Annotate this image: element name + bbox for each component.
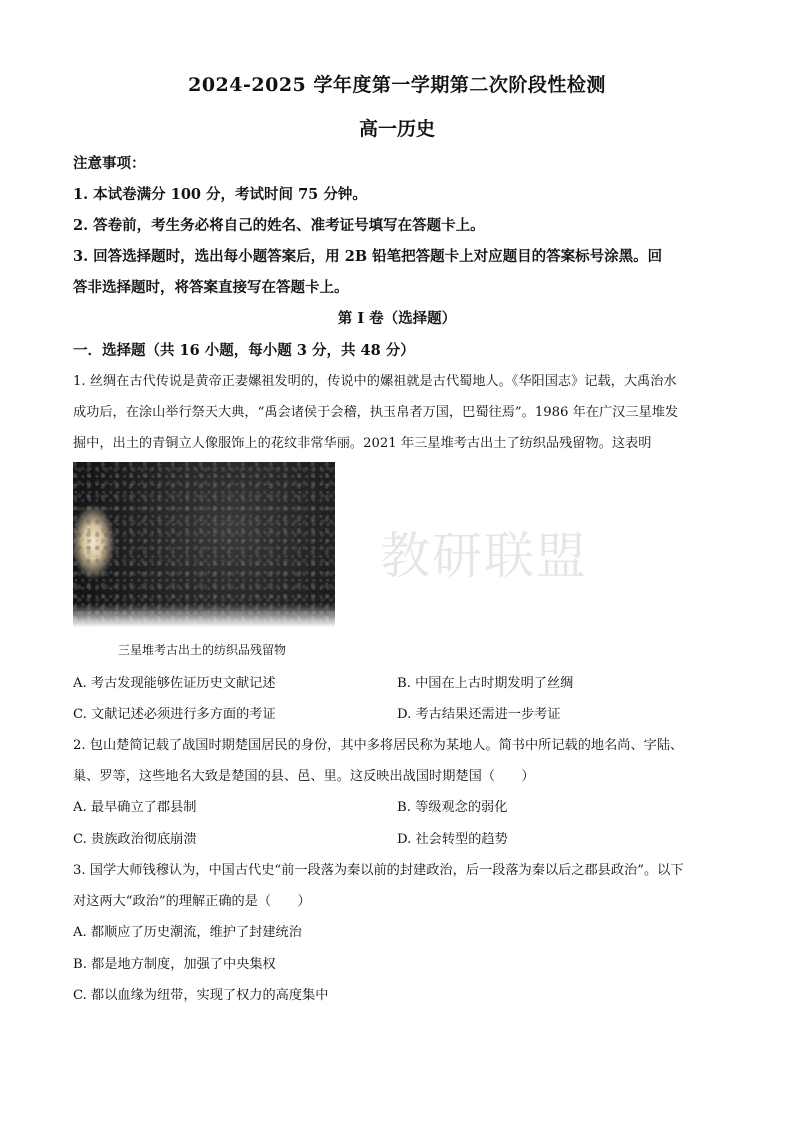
- q2-line-2: 巢、罗等，这些地名大致是楚国的县、邑、里。这反映出战国时期楚国（ ）: [73, 769, 535, 784]
- photo-caption: 三星堆考古出土的纺织品残留物: [118, 643, 287, 657]
- q3-option-c: C. 都以血缘为纽带，实现了权力的高度集中: [73, 988, 329, 1003]
- q2-option-a: A. 最早确立了郡县制: [73, 800, 197, 815]
- q1-line-3: 掘中，出土的青铜立人像服饰上的花纹非常华丽。2021 年三星堆考古出土了纺织品残留物。这表明: [73, 436, 652, 451]
- q1-option-d: D. 考古结果还需进一步考证: [397, 707, 561, 722]
- notice-item-1: 1. 本试卷满分 100 分，考试时间 75 分钟。: [73, 186, 367, 203]
- q2-option-d: D. 社会转型的趋势: [397, 832, 508, 847]
- notice-item-2: 2. 答卷前，考生务必将自己的姓名、准考证号填写在答题卡上。: [73, 217, 485, 234]
- q1-line-1: 1. 丝绸在古代传说是黄帝正妻嫘祖发明的，传说中的嫘祖就是古代蜀地人。《华阳国志》记载，大禹治水: [73, 374, 677, 389]
- exam-subject: 高一历史: [358, 118, 435, 140]
- q1-option-a: A. 考古发现能够佐证历史文献记述: [73, 676, 276, 691]
- q2-line-1: 2. 包山楚简记载了战国时期楚国居民的身份，其中多将居民称为某地人。简书中所记载的地名尚、字陆、: [73, 738, 684, 753]
- q1-option-c: C. 文献记述必须进行多方面的考证: [73, 707, 276, 722]
- q1-line-2: 成功后，在涂山举行祭天大典，“禹会诸侯于会稽，执玉帛者万国，巴蜀往焉”。1986 年在广汉三星堆发: [73, 405, 679, 420]
- q2-option-b: B. 等级观念的弱化: [397, 800, 508, 815]
- exam-title: 2024-2025 学年度第一学期第二次阶段性检测: [188, 74, 606, 96]
- q3-option-a: A. 都顺应了历史潮流，维护了封建统治: [73, 925, 302, 940]
- q3-line-2: 对这两大“政治”的理解正确的是（ ）: [73, 894, 311, 909]
- q1-option-b: B. 中国在上古时期发明了丝绸: [397, 676, 574, 691]
- watermark: 教研联盟: [380, 527, 588, 585]
- notice-item-3-cont: 答非选择题时，将答案直接写在答题卡上。: [73, 279, 349, 296]
- q3-line-1: 3. 国学大师钱穆认为，中国古代史“前一段落为秦以前的封建政治，后一段落为秦以后之郡县政治”。以下: [73, 863, 684, 878]
- volume-heading: 第 I 卷（选择题）: [337, 310, 457, 327]
- textile-residue-photo: [73, 462, 335, 630]
- notice-item-3: 3. 回答选择题时，选出每小题答案后，用 2B 铅笔把答题卡上对应题目的答案标号涂黑。回: [73, 248, 663, 265]
- part-heading: 一．选择题（共 16 小题，每小题 3 分，共 48 分）: [73, 342, 415, 359]
- q2-option-c: C. 贵族政治彻底崩溃: [73, 832, 197, 847]
- q3-option-b: B. 都是地方制度，加强了中央集权: [73, 957, 276, 972]
- notice-heading: 注意事项：: [73, 155, 146, 172]
